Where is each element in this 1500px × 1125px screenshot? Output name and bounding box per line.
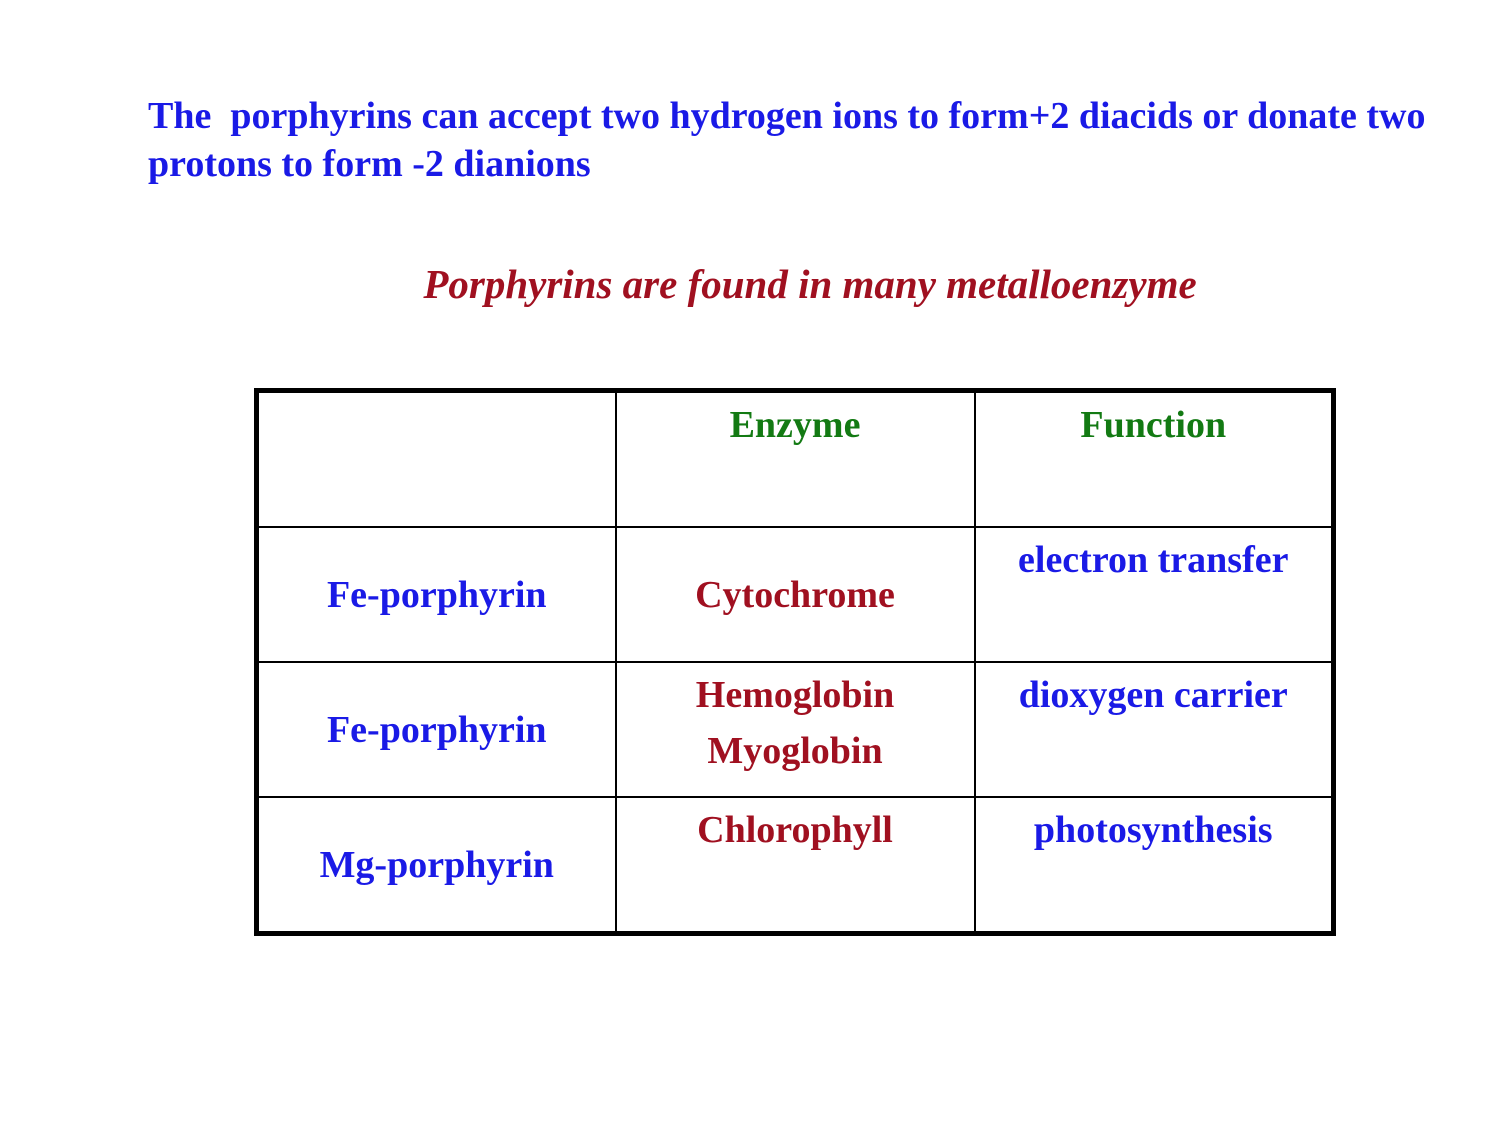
table-row	[257, 527, 1334, 662]
table-row	[257, 797, 1334, 934]
intro-paragraph: The porphyrins can accept two hydrogen ions to form+2 diacids or donate two protons to form -2 dianions	[148, 95, 1435, 185]
enzyme-cell	[616, 797, 975, 934]
metal-cell: Fe-porphyrin	[257, 527, 616, 662]
metal-cell: Fe-porphyrin	[257, 662, 616, 797]
metal-cell: Mg-porphyrin	[257, 797, 616, 934]
enzyme-name: Myoglobin	[707, 730, 883, 772]
enzyme-cell	[616, 662, 975, 797]
metalloenzyme-table	[254, 388, 1336, 936]
table-header-row	[257, 391, 1334, 528]
table-title: Porphyrins are found in many metalloenzyme	[423, 261, 1197, 307]
table-row	[257, 662, 1334, 797]
enzyme-name: Chlorophyll	[697, 809, 893, 851]
enzyme-name: Cytochrome	[695, 573, 895, 616]
enzyme-cell	[616, 527, 975, 662]
function-cell: dioxygen carrier	[975, 662, 1334, 797]
header-cell-function: Function	[975, 391, 1334, 528]
function-cell: photosynthesis	[975, 797, 1334, 934]
function-cell: electron transfer	[975, 527, 1334, 662]
header-cell-enzyme: Enzyme	[616, 391, 975, 528]
enzyme-name: Hemoglobin	[695, 674, 895, 716]
header-cell-blank	[257, 391, 616, 528]
